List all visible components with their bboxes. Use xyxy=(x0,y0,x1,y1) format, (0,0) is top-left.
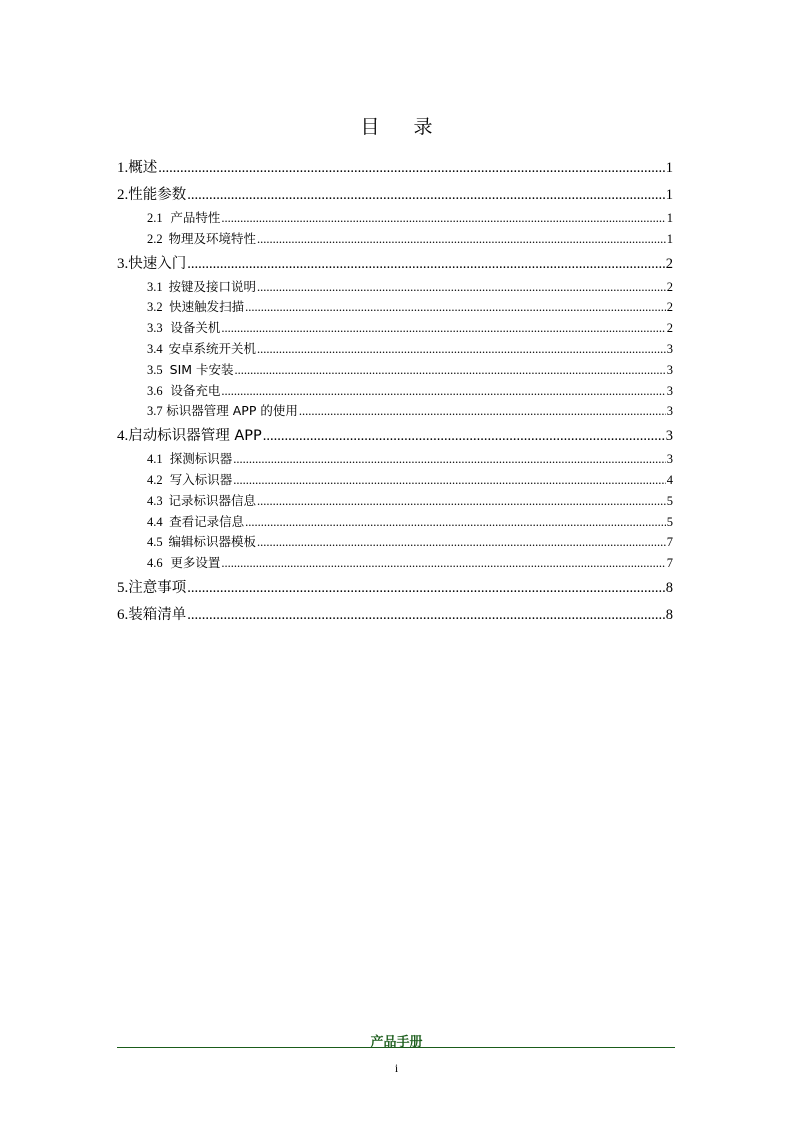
toc-entry-label: 性能参数 xyxy=(128,187,187,203)
toc-leader-dots xyxy=(245,300,666,315)
toc-leader-dots xyxy=(221,211,665,226)
toc-leader-dots xyxy=(187,187,665,204)
toc-entry-page: 2 xyxy=(666,321,673,336)
toc-entry-label: 设备充电 xyxy=(170,382,221,398)
toc-entry-page: 3 xyxy=(666,341,673,356)
table-of-contents xyxy=(117,154,673,628)
toc-entry[interactable] xyxy=(117,574,673,601)
toc-entry-page: 3 xyxy=(666,404,673,419)
toc-entry-number: 4.2 xyxy=(147,472,163,487)
toc-entry-page: 2 xyxy=(665,255,673,272)
toc-entry[interactable] xyxy=(117,401,673,422)
toc-entry[interactable] xyxy=(117,297,673,318)
toc-entry-label: 按键及接口说明 xyxy=(168,278,256,294)
toc-entry-number: 2.1 xyxy=(147,211,163,225)
toc-entry-label: 安卓系统开关机 xyxy=(168,340,256,356)
toc-entry-page: 3 xyxy=(666,383,673,398)
toc-leader-dots xyxy=(233,473,666,488)
toc-entry-label: 概述 xyxy=(128,160,158,176)
toc-entry-page: 8 xyxy=(665,606,673,623)
toc-leader-dots xyxy=(233,452,666,467)
toc-leader-dots xyxy=(187,607,665,624)
toc-entry-page: 7 xyxy=(666,556,673,571)
footer-title: 产品手册 xyxy=(370,1035,423,1050)
toc-leader-dots xyxy=(257,280,666,295)
toc-entry-label: SIM 卡安装 xyxy=(169,361,234,377)
toc-entry[interactable] xyxy=(117,250,673,277)
toc-leader-dots xyxy=(221,556,665,571)
toc-leader-dots xyxy=(245,515,666,530)
toc-entry-label: 注意事项 xyxy=(128,579,187,596)
toc-entry-label: 标识器管理 APP 的使用 xyxy=(166,403,298,419)
toc-entry-label: 装箱清单 xyxy=(128,606,187,623)
toc-entry-page: 2 xyxy=(666,300,673,315)
toc-entry[interactable] xyxy=(117,208,673,229)
toc-leader-dots xyxy=(235,363,666,378)
toc-entry-number: 2.2 xyxy=(147,231,163,246)
toc-entry-page: 2 xyxy=(666,279,673,294)
toc-entry-number: 5. xyxy=(117,579,129,596)
toc-entry[interactable] xyxy=(117,512,673,533)
toc-leader-dots xyxy=(299,404,666,419)
toc-entry-label: 探测标识器 xyxy=(169,451,233,467)
toc-entry-page: 7 xyxy=(666,535,673,550)
toc-entry[interactable] xyxy=(117,360,673,381)
toc-entry-number: 3.6 xyxy=(147,383,163,398)
toc-entry-number: 4. xyxy=(117,428,129,445)
toc-entry-label: 启动标识器管理 APP xyxy=(128,428,262,445)
toc-leader-dots xyxy=(158,160,665,177)
toc-entry-number: 3.7 xyxy=(147,404,163,419)
toc-entry[interactable] xyxy=(117,532,673,553)
toc-leader-dots xyxy=(257,342,666,357)
toc-entry-number: 4.4 xyxy=(147,514,163,529)
toc-entry-page: 5 xyxy=(666,514,673,529)
toc-entry-number: 3.5 xyxy=(147,362,163,377)
toc-entry-number: 2. xyxy=(117,187,129,203)
toc-entry-label: 编辑标识器模板 xyxy=(168,534,256,550)
toc-entry[interactable] xyxy=(117,601,673,628)
toc-entry[interactable] xyxy=(117,339,673,360)
toc-entry[interactable] xyxy=(117,277,673,298)
toc-entry[interactable] xyxy=(117,449,673,470)
toc-entry[interactable] xyxy=(117,181,673,208)
toc-entry-label: 物理及环境特性 xyxy=(168,230,256,246)
toc-entry[interactable] xyxy=(117,318,673,339)
toc-entry-number: 1. xyxy=(117,160,129,176)
toc-entry-label: 更多设置 xyxy=(170,555,221,571)
toc-entry-label: 写入标识器 xyxy=(169,471,233,487)
toc-entry-page: 3 xyxy=(666,362,673,377)
toc-entry-page: 1 xyxy=(666,231,673,246)
toc-entry-number: 3.2 xyxy=(147,300,163,315)
toc-leader-dots xyxy=(257,494,666,509)
toc-entry-page: 1 xyxy=(666,211,673,225)
toc-entry-label: 记录标识器信息 xyxy=(168,492,256,508)
toc-entry-number: 3. xyxy=(117,255,129,272)
toc-entry-label: 快速触发扫描 xyxy=(169,299,245,315)
toc-entry-number: 4.6 xyxy=(147,556,163,571)
toc-entry-label: 产品特性 xyxy=(170,210,221,225)
toc-entry-number: 3.4 xyxy=(147,341,163,356)
toc-entry[interactable] xyxy=(117,154,673,181)
toc-entry-page: 3 xyxy=(666,452,673,467)
toc-entry-number: 3.1 xyxy=(147,279,163,294)
toc-leader-dots xyxy=(221,384,665,399)
toc-leader-dots xyxy=(263,428,665,445)
toc-entry-page: 5 xyxy=(666,493,673,508)
toc-entry-number: 4.3 xyxy=(147,493,163,508)
toc-entry-number: 6. xyxy=(117,606,129,623)
toc-entry[interactable] xyxy=(117,491,673,512)
toc-entry-page: 1 xyxy=(665,187,673,203)
toc-leader-dots xyxy=(221,321,665,336)
footer-page-number: i xyxy=(394,1061,399,1075)
toc-entry-label: 快速入门 xyxy=(128,255,187,272)
toc-entry-number: 4.5 xyxy=(147,535,163,550)
toc-entry-page: 3 xyxy=(665,428,673,445)
toc-entry[interactable] xyxy=(117,422,673,449)
toc-entry-number: 4.1 xyxy=(147,452,163,467)
toc-entry-label: 查看记录信息 xyxy=(169,513,245,529)
toc-entry-page: 4 xyxy=(666,472,673,487)
toc-leader-dots xyxy=(257,232,666,247)
toc-entry-page: 1 xyxy=(665,160,673,176)
toc-entry-label: 设备关机 xyxy=(170,320,221,336)
toc-entry[interactable] xyxy=(117,553,673,574)
toc-entry-page: 8 xyxy=(665,579,673,596)
toc-entry[interactable] xyxy=(117,229,673,250)
toc-entry[interactable] xyxy=(117,381,673,402)
toc-entry-number: 3.3 xyxy=(147,321,163,336)
toc-leader-dots xyxy=(187,580,665,597)
toc-title: 目 录 xyxy=(360,116,447,138)
toc-leader-dots xyxy=(257,535,666,550)
toc-leader-dots xyxy=(187,256,665,273)
toc-entry[interactable] xyxy=(117,470,673,491)
footer-divider xyxy=(117,1047,675,1048)
